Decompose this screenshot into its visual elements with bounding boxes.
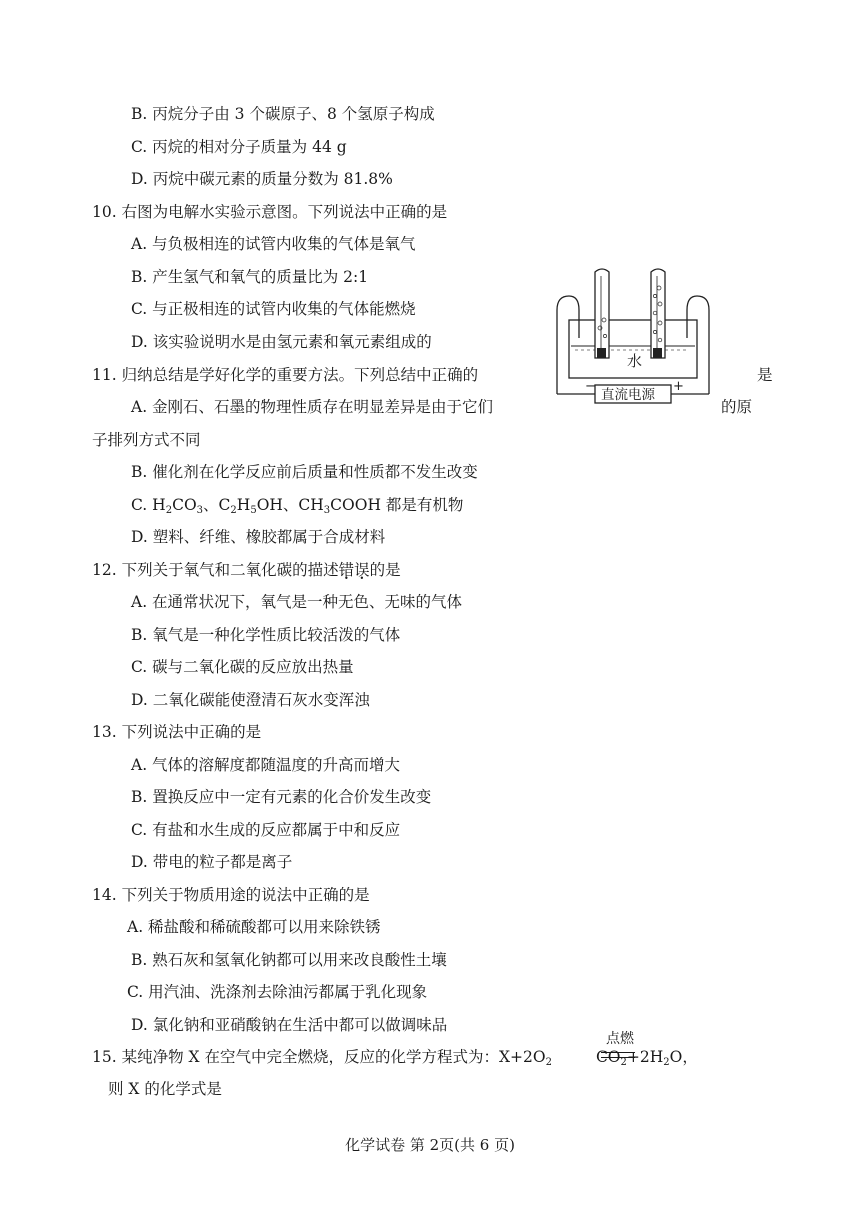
q11-stem: 11. 归纳总结是学好化学的重要方法。下列总结中正确的	[92, 366, 479, 384]
q10-option-c: C. 与正极相连的试管内收集的气体能燃烧	[131, 300, 416, 318]
negative-terminal: −	[585, 379, 596, 394]
q14-stem: 14. 下列关于物质用途的说法中正确的是	[92, 886, 370, 904]
q14-option-a: A. 稀盐酸和稀硫酸都可以用来除铁锈	[127, 918, 381, 936]
positive-terminal: +	[673, 379, 684, 394]
q11-stem-end: 是	[757, 366, 773, 384]
q10-option-a: A. 与负极相连的试管内收集的气体是氧气	[131, 235, 416, 253]
q12-option-b: B. 氧气是一种化学性质比较活泼的气体	[131, 626, 401, 644]
formula-ethanol: 、$C_2H_5OH$、$CH_3COOH$	[203, 496, 386, 516]
q11-option-a-end: 的原	[721, 398, 753, 416]
q13-option-d: D. 带电的粒子都是离子	[131, 853, 293, 871]
q11-option-a: A. 金刚石、石墨的物理性质存在明显差异是由于它们	[131, 398, 494, 416]
q9-option-c: C. 丙烷的相对分子质量为 44 g	[131, 138, 347, 156]
q15-stem: 15. 某纯净物 X 在空气中完全燃烧，反应的化学方程式为：$X+2O_2$ $CO_2+2H_2O$，	[92, 1048, 698, 1068]
q12-option-d: D. 二氧化碳能使澄清石灰水变浑浊	[131, 691, 370, 709]
page-footer: 化学试卷 第 2页(共 6 页)	[345, 1136, 515, 1154]
q11-option-b: B. 催化剂在化学反应前后质量和性质都不发生改变	[131, 463, 478, 481]
q10-option-d: D. 该实验说明水是由氢元素和氧元素组成的	[131, 333, 432, 351]
power-supply-label: 直流电源	[601, 387, 655, 403]
electrolysis-diagram	[549, 266, 717, 410]
q10-option-b: B. 产生氢气和氧气的质量比为 2:1	[131, 268, 369, 286]
q11c-prefix: C.	[131, 496, 153, 514]
q10-stem: 10. 右图为电解水实验示意图。下列说法中正确的是	[92, 203, 448, 221]
q11-option-c	[131, 494, 463, 516]
equation-bar-top	[601, 1052, 635, 1053]
q15-line-2: 则 X 的化学式是	[108, 1080, 222, 1098]
formula-co2: $CO_2$	[595, 1048, 627, 1068]
q14-option-b: B. 熟石灰和氢氧化钠都可以用来改良酸性土壤	[131, 951, 447, 969]
q9-option-d: D. 丙烷中碳元素的质量分数为 81.8%	[131, 170, 393, 188]
equation-bar-bottom	[601, 1057, 635, 1058]
q13-option-a: A. 气体的溶解度都随温度的升高而增大	[131, 756, 401, 774]
q12-option-c: C. 碳与二氧化碳的反应放出热量	[131, 658, 354, 676]
water-label: 水	[627, 352, 643, 370]
q11-option-d: D. 塑料、纤维、橡胶都属于合成材料	[131, 528, 386, 546]
q13-option-c: C. 有盐和水生成的反应都属于中和反应	[131, 821, 401, 839]
q13-option-b: B. 置换反应中一定有元素的化合价发生改变	[131, 788, 432, 806]
formula-h2co3: $H_2CO_3$	[152, 496, 204, 516]
reaction-condition: 点燃	[606, 1031, 634, 1047]
q14-option-c: C. 用汽油、洗涤剂去除油污都属于乳化现象	[127, 983, 428, 1001]
q14-option-d: D. 氯化钠和亚硝酸钠在生活中都可以做调味品	[131, 1016, 448, 1034]
q13-stem: 13. 下列说法中正确的是	[92, 723, 262, 741]
q9-option-b: B. 丙烷分子由 3 个碳原子、8 个氢原子构成	[131, 105, 435, 123]
q12-stem: 12. 下列关于氧气和二氧化碳的描述错误的是	[92, 561, 401, 579]
q12-option-a: A. 在通常状况下，氧气是一种无色、无味的气体	[131, 593, 463, 611]
q11-option-a-continued: 子排列方式不同	[92, 431, 201, 449]
emphasis-mark: 错	[338, 561, 355, 579]
emphasis-mark: 误	[354, 561, 370, 579]
q11c-suffix: 都是有机物	[385, 496, 464, 514]
